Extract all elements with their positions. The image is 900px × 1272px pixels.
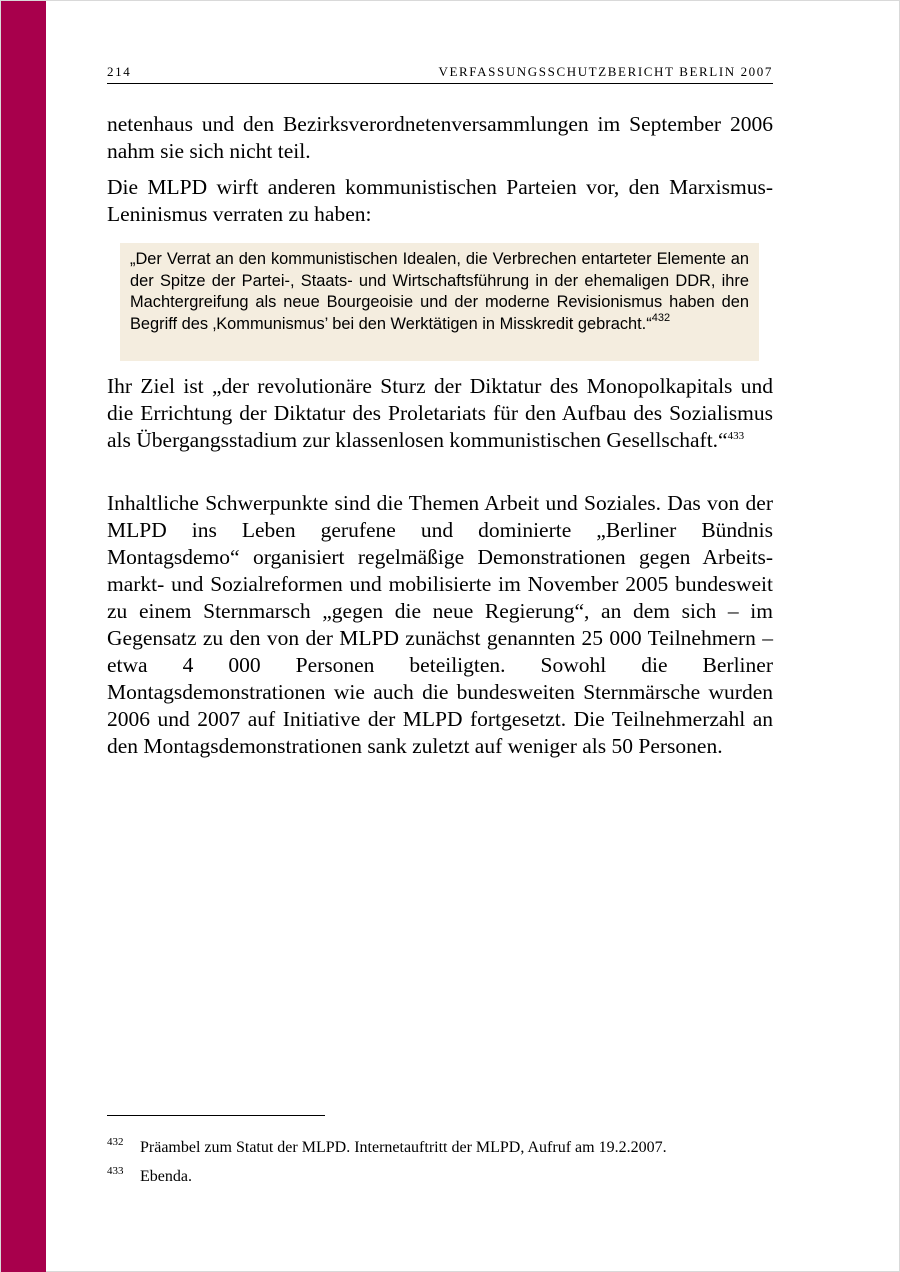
footnote-text: Ebenda. [140, 1168, 192, 1185]
paragraph-3-footnote-ref[interactable]: 433 [727, 430, 745, 442]
running-title: VERFASSUNGSSCHUTZBERICHT BERLIN 2007 [438, 64, 773, 79]
page-number: 214 [107, 64, 132, 79]
footnote-separator [107, 1115, 325, 1116]
paragraph-2: Die MLPD wirft anderen kommunistischen Parteien vor, den Marxismus-Leninismus verraten zu haben: [107, 175, 773, 226]
quote-text: „Der Verrat an den kommunistischen Idealen, die Verbrechen entarteter Elemente an der Spitze der Partei-, Staats- und Wirtschaftsführung in der ehemaligen DDR, ihre Machtergreifung als neue Bourgeoisie und der moderne Revisionismus haben den Begriff des ‚Kommunismus’ bei den Werktätigen in Misskredit gebracht.“ [130, 250, 749, 333]
footnote-text: Präambel zum Statut der MLPD. Internetauftritt der MLPD, Aufruf am 19.2.2007. [140, 1139, 667, 1156]
quote-footnote-ref[interactable]: 432 [651, 311, 671, 324]
paragraph-3 [107, 373, 773, 454]
quote-block [120, 243, 759, 361]
footnote-mark: 432 [107, 1136, 124, 1148]
page-header [107, 64, 773, 84]
paragraph-3-text: Ihr Ziel ist „der revolutionäre Sturz der Diktatur des Monopolkapitals und die Errichtung der Diktatur des Proletariats für den Aufbau des Sozialismus als Übergangsstadium zur klassenlosen kommunistischen Gesellschaft.“ [107, 374, 773, 452]
paragraph-1: netenhaus und den Bezirksverordnetenversammlungen im September 2006 nahm sie sich nicht teil. [107, 112, 773, 163]
paragraph-4: Inhaltliche Schwerpunkte sind die Themen Arbeit und Soziales. Das von der MLPD ins Leben gerufene und dominierte „Berliner Bündnis Montagsdemo“ organisiert regelmäßige Demonstrationen gegen Arbeitsmarkt- und Sozialreformen und mobilisierte im November 2005 bundesweit zu einem Sternmarsch „gegen die neue Regierung“, an dem sich – im Gegensatz zu den von der MLPD zunächst genannten 25 000 Teilnehmern – etwa 4 000 Personen beteiligten. Sowohl die Berliner Montagsdemonstrationen wie auch die bundesweiten Sternmärsche wurden 2006 und 2007 auf Initiative der MLPD fortgesetzt. Die Teilnehmerzahl an den Montagsdemonstrationen sank zuletzt auf weniger als 50 Personen. [107, 491, 773, 758]
side-color-bar [1, 1, 46, 1272]
footnote-mark: 433 [107, 1165, 124, 1177]
